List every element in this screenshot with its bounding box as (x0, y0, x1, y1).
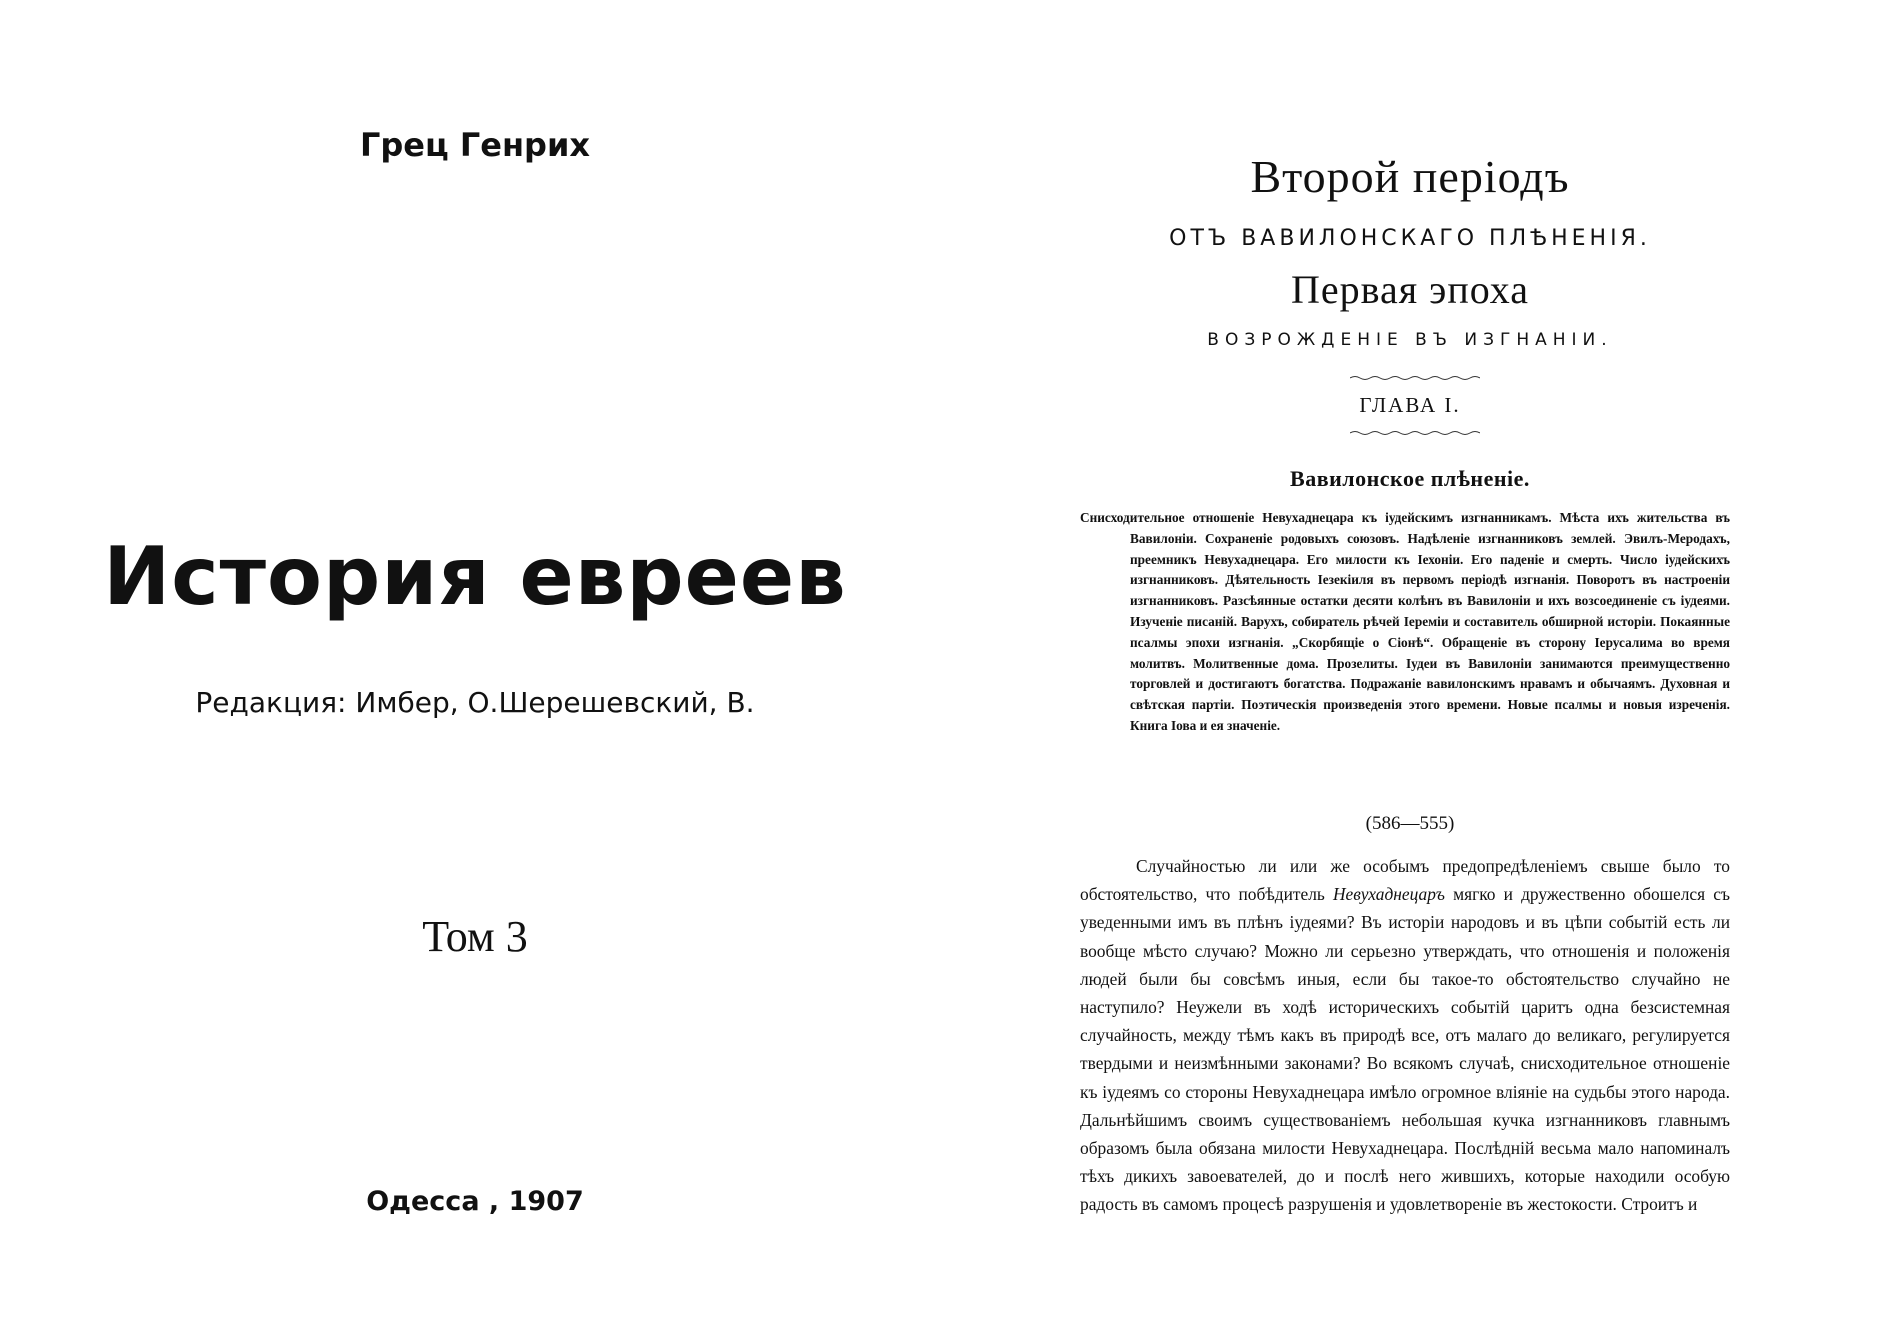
chapter-dates: (586—555) (1365, 813, 1455, 834)
place-year: Одесса , 1907 (366, 1186, 584, 1217)
chapter-title: Вавилонское плѣненіе. (1290, 466, 1530, 491)
volume-label: Том 3 (422, 912, 528, 961)
book-page-scan (1080, 0, 1740, 1343)
chapter-summary: Снисходительное отношеніе Невухаднецара къ іудейскимъ изгнанникамъ. Мѣста ихъ жительства въ Вавилоніи. Сохраненіе родовыхъ союзовъ. Надѣленіе изгнанниковъ землей. Эвилъ-Меродахъ, преемникъ Невухаднецара. Его милости къ Іехоніи. Его паденіе и смерть. Число іудейскихъ изгнанниковъ. Дѣятельность Іезекіиля въ первомъ періодѣ изгнанія. Поворотъ въ настроеніи изгнанниковъ. Разсѣянные остатки десяти колѣнъ въ Вавилоніи и ихъ возсоединеніе съ іудеями. Изученіе писаній. Варухъ, собиратель рѣчей Іереміи и составитель обширной исторіи. Покаянные псалмы эпохи изгнанія. „Скорбящіе о Сіонѣ“. Обращеніе въ сторону Іерусалима во время молитвъ. Молитвенные дома. Прозелиты. Іудеи въ Вавилоніи занимаются преимущественно торговлей и достигаютъ богатства. Подражаніе вавилонскимъ нравамъ и обычаямъ. Духовная и свѣтская партіи. Поэтическія произведенія этого времени. Новые псалмы и новыя изреченія. Книга Іова и ея значеніе. (1080, 510, 1730, 733)
epoch-heading: Первая эпоха (1291, 267, 1529, 312)
author-name: Грец Генрих (359, 126, 591, 164)
from-heading: ОТЪ ВАВИЛОНСКАГО ПЛѢНЕНІЯ. (1169, 226, 1651, 251)
book-title: История евреев (103, 530, 847, 623)
ornament-top-icon (1350, 375, 1480, 381)
ornament-bottom-icon (1350, 430, 1480, 436)
chapter-number: ГЛАВА I. (1359, 393, 1461, 417)
revival-heading: ВОЗРОЖДЕНІЕ ВЪ ИЗГНАНІИ. (1207, 330, 1613, 350)
body-text-part2: мягко и дружественно обошелся съ уведенными имъ въ плѣнъ іудеями? Въ исторіи народовъ и въ цѣпи событій есть ли вообще мѣсто случаю? Можно ли серьезно утверждать, что отношенія и положенія людей были бы совсѣмъ иныя, если бы такое-то обстоятельство случайно не наступило? Неужели въ ходѣ историческихъ событій царитъ одна безсистемная случайность, между тѣмъ какъ въ природѣ все, отъ малаго до великаго, регулируется твердыми и неизмѣнными законами? Во всякомъ случаѣ, снисходительное отношеніе къ іудеямъ со стороны Невухаднецара имѣло огромное вліяніе на судьбы этого народа. Дальнѣйшимъ своимъ существованіемъ небольшая кучка изгнанниковъ главнымъ образомъ была обязана милости Невухаднецара. Послѣдній весьма мало напоминалъ тѣхъ дикихъ завоевателей, до и послѣ него жившихъ, которые находили особую радость въ самомъ процесѣ разрушенія и удовлетвореніе въ жестокости. Строитъ и (1080, 884, 1730, 1215)
body-paragraph (1080, 852, 1730, 1219)
body-text-part1: Случайностью ли или же особымъ предопредѣленіемъ свыше было то обстоятельство, что побѣдитель (1080, 856, 1730, 905)
body-name-italic: Невухаднецаръ (1332, 884, 1445, 905)
period-heading: Второй періодъ (1250, 151, 1570, 202)
editors-line: Редакция: Имбер, О.Шерешевский, В. (195, 686, 755, 719)
